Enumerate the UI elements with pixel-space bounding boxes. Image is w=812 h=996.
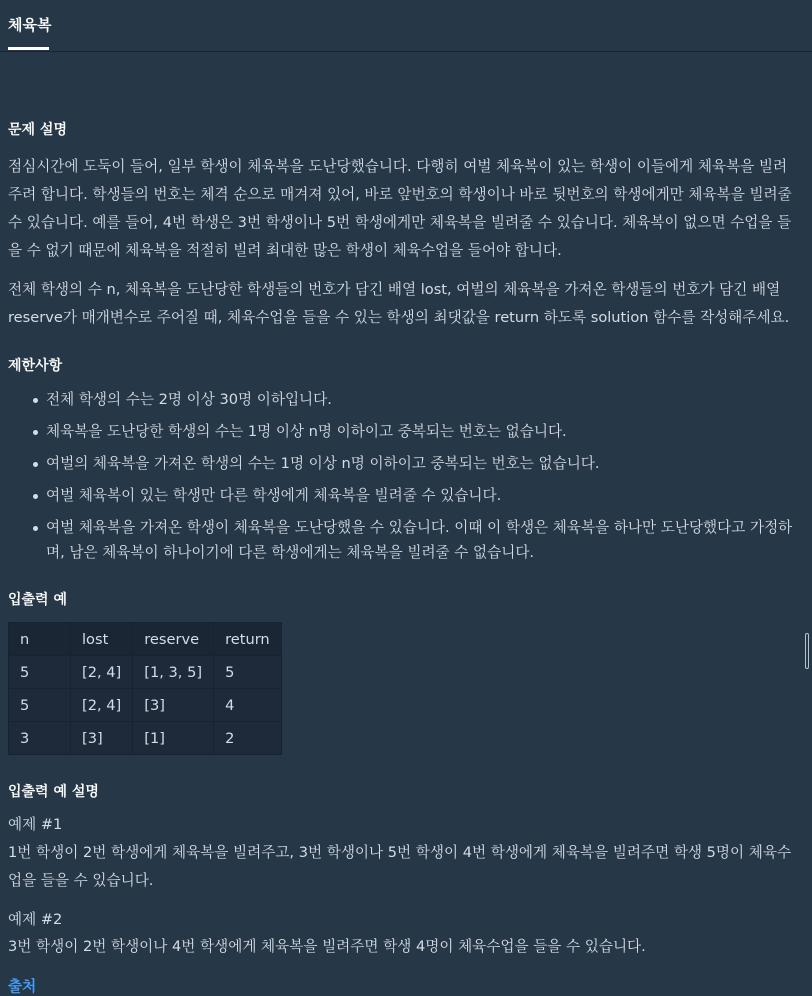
table-header-cell: reserve xyxy=(133,623,214,656)
table-row xyxy=(9,656,282,689)
constraints-heading: 제한사항 xyxy=(8,358,63,374)
table-row xyxy=(9,689,282,722)
constraint-item: 여벌 체육복을 가져온 학생이 체육복을 도난당했을 수 있습니다. 이때 이 학생은 체육복을 하나만 도난당했다고 가정하며, 남은 체육복이 하나이기에 다른 학생에게는 체육복을 빌려줄 수 없습니다. xyxy=(8,515,798,565)
table-cell: 4 xyxy=(214,689,282,722)
examples-heading: 입출력 예 xyxy=(8,592,67,608)
resize-handle[interactable] xyxy=(805,633,809,669)
problem-heading: 문제 설명 xyxy=(8,122,67,138)
table-header-cell: n xyxy=(9,623,71,656)
table-cell: [2, 4] xyxy=(71,656,133,689)
example-1-text: 1번 학생이 2번 학생에게 체육복을 빌려주고, 3번 학생이나 5번 학생이 4번 학생에게 체육복을 빌려주면 학생 5명이 체육수업을 들을 수 있습니다. xyxy=(8,844,792,889)
problem-paragraph-1: 점심시간에 도둑이 들어, 일부 학생이 체육복을 도난당했습니다. 다행히 여벌 체육복이 있는 학생이 이들에게 체육복을 빌려주려 합니다. 학생들의 번호는 체격 순으로 매겨져 있어, 바로 앞번호의 학생이나 바로 뒷번호의 학생에게만 체육복을 빌려줄 수 있습니다. 예를 들어, 4번 학생은 3번 학생이나 5번 학생에게만 체육복을 빌려줄 수 있습니다. 체육복이 없으면 수업을 들을 수 없기 때문에 체육복을 적절히 빌려 최대한 많은 학생이 체육수업을 들어야 합니다. xyxy=(8,158,792,259)
table-header-cell: return xyxy=(214,623,282,656)
constraint-item: 체육복을 도난당한 학생의 수는 1명 이상 n명 이하이고 중복되는 번호는 없습니다. xyxy=(8,419,798,444)
examples-table xyxy=(8,622,282,755)
explanation-heading: 입출력 예 설명 xyxy=(8,784,99,800)
constraints-list xyxy=(8,387,798,572)
example-1-title: 예제 #1 xyxy=(8,816,63,833)
problem-paragraph-2: 전체 학생의 수 n, 체육복을 도난당한 학생들의 번호가 담긴 배열 lost, 여벌의 체육복을 가져온 학생들의 번호가 담긴 배열 reserve가 매개변수로 주어질 때, 체육수업을 들을 수 있는 학생의 최댓값을 return 하도록 solution 함수를 작성해주세요. xyxy=(8,281,790,326)
example-2-text: 3번 학생이 2번 학생이나 4번 학생에게 체육복을 빌려주면 학생 4명이 체육수업을 들을 수 있습니다. xyxy=(8,938,646,955)
active-tab-indicator xyxy=(8,47,49,50)
source-link[interactable]: 출처 xyxy=(8,978,37,995)
table-cell: 2 xyxy=(214,722,282,755)
example-2-title: 예제 #2 xyxy=(8,911,63,928)
table-cell: [3] xyxy=(71,722,133,755)
table-header-cell: lost xyxy=(71,623,133,656)
table-row xyxy=(9,722,282,755)
tab-bar xyxy=(0,0,812,52)
constraint-item: 여벌 체육복이 있는 학생만 다른 학생에게 체육복을 빌려줄 수 있습니다. xyxy=(8,483,798,508)
table-cell: [2, 4] xyxy=(71,689,133,722)
table-cell: 3 xyxy=(9,722,71,755)
table-cell: [1, 3, 5] xyxy=(133,656,214,689)
table-cell: 5 xyxy=(9,689,71,722)
table-cell: 5 xyxy=(214,656,282,689)
constraint-item: 전체 학생의 수는 2명 이상 30명 이하입니다. xyxy=(8,387,798,412)
constraint-item: 여벌의 체육복을 가져온 학생의 수는 1명 이상 n명 이하이고 중복되는 번호는 없습니다. xyxy=(8,451,798,476)
table-cell: [1] xyxy=(133,722,214,755)
table-cell: 5 xyxy=(9,656,71,689)
tab-problem[interactable]: 체육복 xyxy=(8,16,52,34)
table-header-row xyxy=(9,623,282,656)
table-cell: [3] xyxy=(133,689,214,722)
